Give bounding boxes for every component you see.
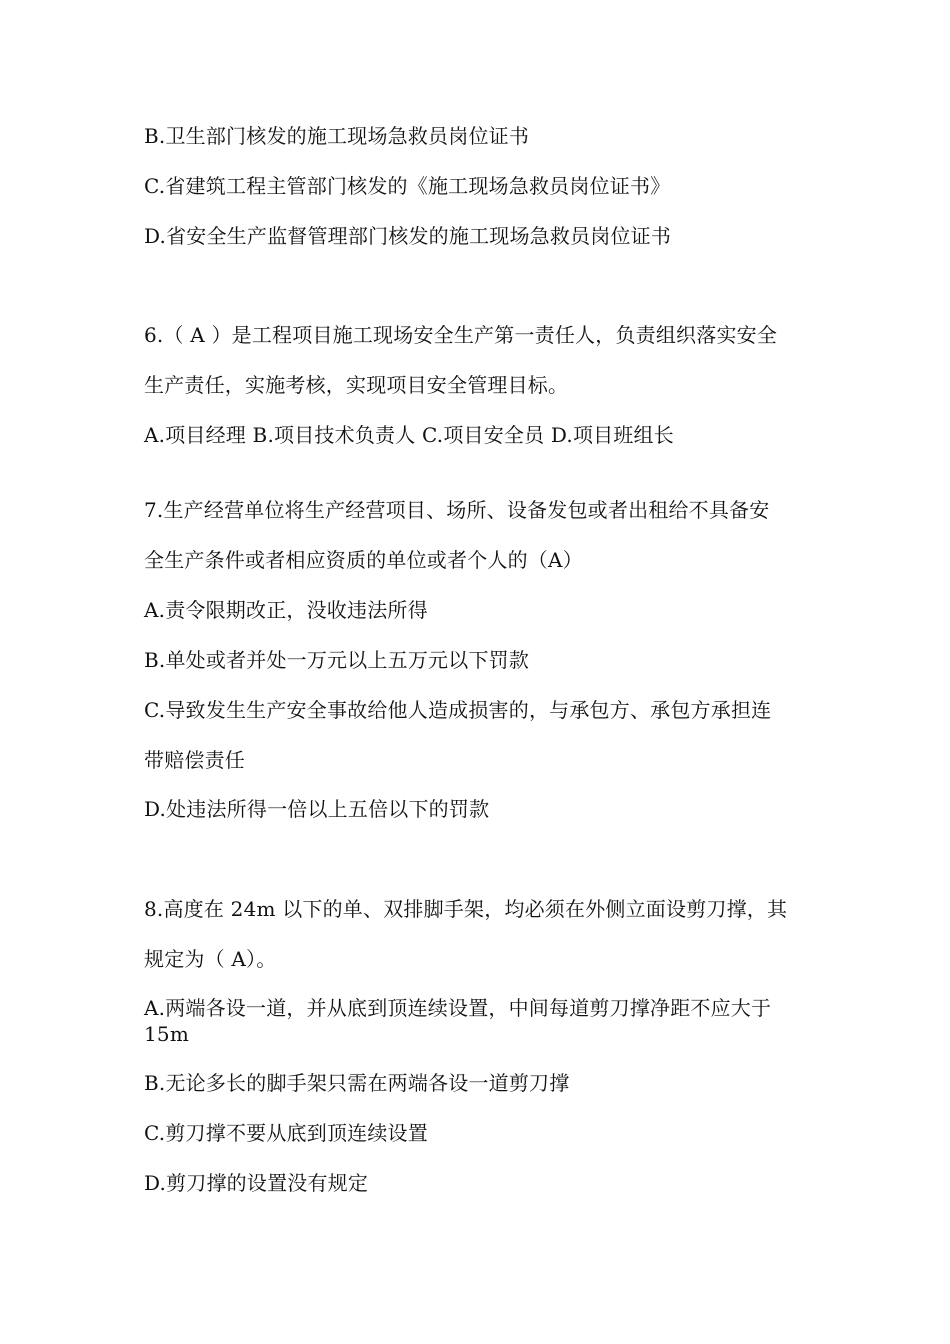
- q7-option-c-line-1: C.导致发生生产安全事故给他人造成损害的，与承包方、承包方承担连: [144, 698, 772, 722]
- q8-option-c: C.剪刀撑不要从底到顶连续设置: [144, 1121, 428, 1145]
- q5-option-d: D.省安全生产监督管理部门核发的施工现场急救员岗位证书: [144, 224, 672, 248]
- q8-stem-line-2: 规定为（ A）。: [144, 947, 277, 971]
- q7-option-d: D.处违法所得一倍以上五倍以下的罚款: [144, 797, 490, 821]
- q8-option-a-line-2: 15m: [144, 1022, 190, 1046]
- q7-stem-line-2: 全生产条件或者相应资质的单位或者个人的（A）: [144, 548, 583, 572]
- q5-option-b: B.卫生部门核发的施工现场急救员岗位证书: [144, 124, 530, 148]
- q5-option-c: C.省建筑工程主管部门核发的《施工现场急救员岗位证书》: [144, 174, 671, 198]
- q6-options: A.项目经理 B.项目技术负责人 C.项目安全员 D.项目班组长: [144, 423, 674, 447]
- q6-stem-line-1: 6.（ A ）是工程项目施工现场安全生产第一责任人，负责组织落实安全: [144, 323, 778, 347]
- q8-option-d: D.剪刀撑的设置没有规定: [144, 1171, 369, 1195]
- q8-option-b: B.无论多长的脚手架只需在两端各设一道剪刀撑: [144, 1071, 570, 1095]
- q7-stem-line-1: 7.生产经营单位将生产经营项目、场所、设备发包或者出租给不具备安: [144, 498, 770, 522]
- q7-option-b: B.单处或者并处一万元以上五万元以下罚款: [144, 648, 530, 672]
- q7-option-c-line-2: 带赔偿责任: [144, 748, 245, 772]
- q8-option-a-line-1: A.两端各设一道，并从底到顶连续设置，中间每道剪刀撑净距不应大于: [144, 996, 772, 1020]
- q8-stem-line-1: 8.高度在 24m 以下的单、双排脚手架，均必须在外侧立面设剪刀撑，其: [144, 897, 788, 921]
- q7-option-a: A.责令限期改正，没收违法所得: [144, 598, 428, 622]
- q6-stem-line-2: 生产责任，实施考核，实现项目安全管理目标。: [144, 373, 569, 397]
